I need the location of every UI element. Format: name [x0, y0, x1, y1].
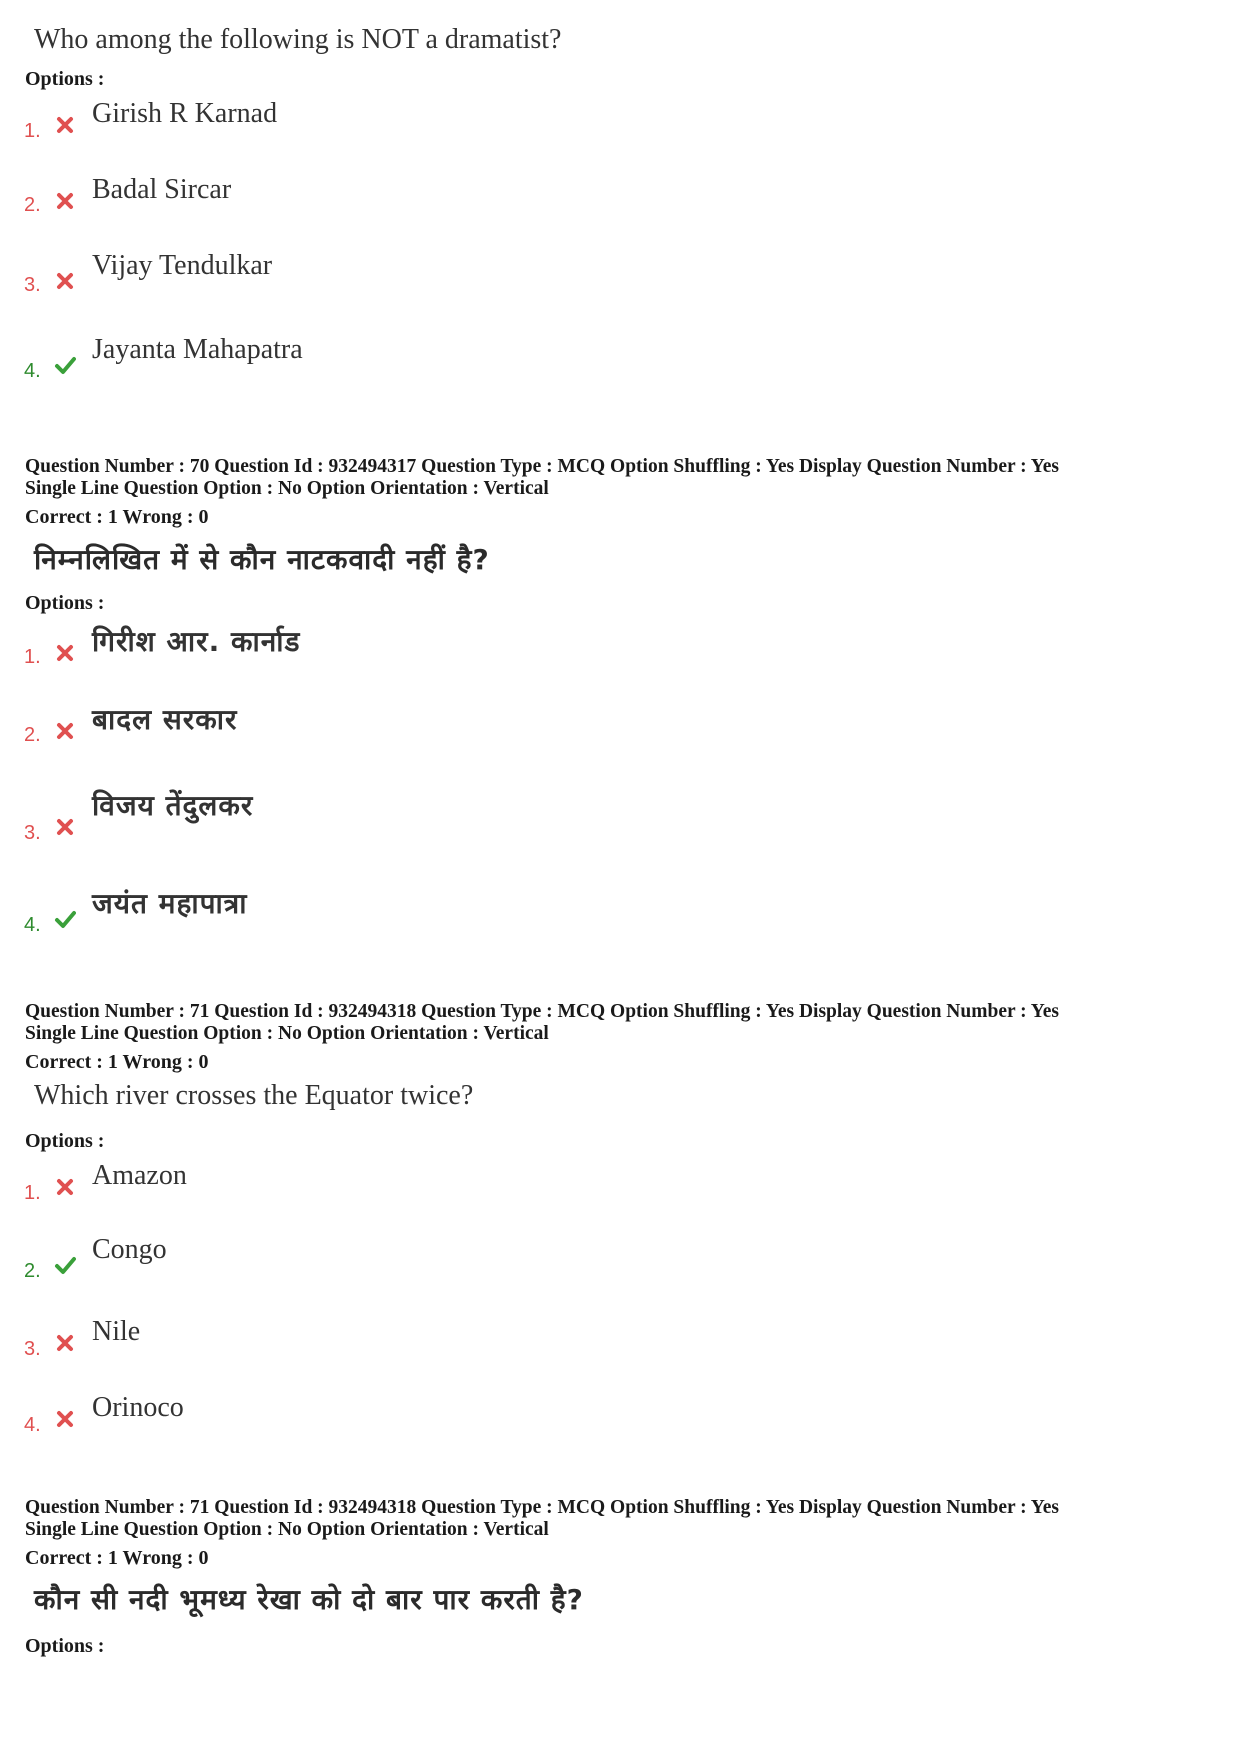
option-text: विजय तेंदुलकर — [92, 789, 254, 822]
question-meta: Single Line Question Option : No Option Orientation : Vertical — [25, 1023, 549, 1044]
option-number: 2. — [24, 1260, 41, 1282]
marks-info: Correct : 1 Wrong : 0 — [25, 1051, 209, 1073]
check-icon — [54, 354, 76, 376]
cross-icon — [54, 190, 76, 212]
question-meta: Question Number : 70 Question Id : 932494317 Question Type : MCQ Option Shuffling : Yes Display Question Number : Yes — [25, 456, 1059, 477]
marks-info: Correct : 1 Wrong : 0 — [25, 1547, 209, 1569]
option-text: Badal Sircar — [92, 174, 232, 205]
cross-icon — [54, 1176, 76, 1198]
option-number: 1. — [24, 120, 41, 142]
option-row — [24, 98, 924, 144]
option-text: Orinoco — [92, 1392, 184, 1423]
option-row — [24, 174, 924, 220]
option-row — [24, 1392, 924, 1438]
cross-icon — [54, 114, 76, 136]
option-number: 3. — [24, 274, 41, 296]
option-number: 3. — [24, 1338, 41, 1360]
question-meta: Single Line Question Option : No Option Orientation : Vertical — [25, 1519, 549, 1540]
option-number: 2. — [24, 194, 41, 216]
cross-icon — [54, 642, 76, 664]
option-number: 1. — [24, 1182, 41, 1204]
marks-info: Correct : 1 Wrong : 0 — [25, 506, 209, 528]
options-label: Options : — [25, 1635, 105, 1657]
option-number: 2. — [24, 724, 41, 746]
option-row — [24, 625, 924, 672]
option-row — [24, 703, 924, 750]
option-text: Girish R Karnad — [92, 98, 278, 129]
option-row — [24, 887, 924, 936]
options-label: Options : — [25, 1130, 105, 1152]
options-label: Options : — [25, 592, 105, 614]
check-icon — [54, 908, 76, 930]
option-text: Vijay Tendulkar — [92, 250, 273, 281]
question-text: निम्नलिखित में से कौन नाटकवादी नहीं है? — [34, 543, 490, 576]
cross-icon — [54, 1408, 76, 1430]
option-text: Amazon — [92, 1160, 187, 1191]
check-icon — [54, 1254, 76, 1276]
question-text: कौन सी नदी भूमध्य रेखा को दो बार पार करती है? — [34, 1583, 584, 1616]
cross-icon — [54, 816, 76, 838]
option-text: Nile — [92, 1316, 141, 1347]
option-row — [24, 250, 924, 296]
option-row — [24, 1234, 924, 1282]
option-text: Congo — [92, 1234, 167, 1265]
option-text: जयंत महापात्रा — [92, 887, 248, 920]
option-number: 3. — [24, 822, 41, 844]
option-row — [24, 1160, 924, 1206]
option-text: गिरीश आर. कार्नाड — [92, 625, 301, 658]
cross-icon — [54, 270, 76, 292]
cross-icon — [54, 720, 76, 742]
option-number: 4. — [24, 1414, 41, 1436]
option-row — [24, 334, 924, 382]
options-label: Options : — [25, 68, 105, 90]
question-meta: Single Line Question Option : No Option Orientation : Vertical — [25, 478, 549, 499]
question-text: Which river crosses the Equator twice? — [34, 1080, 474, 1111]
option-text: Jayanta Mahapatra — [92, 334, 303, 365]
option-row — [24, 789, 924, 844]
option-number: 4. — [24, 360, 41, 382]
option-number: 4. — [24, 914, 41, 936]
option-row — [24, 1316, 924, 1362]
option-number: 1. — [24, 646, 41, 668]
question-meta: Question Number : 71 Question Id : 932494318 Question Type : MCQ Option Shuffling : Yes Display Question Number : Yes — [25, 1001, 1059, 1022]
question-meta: Question Number : 71 Question Id : 932494318 Question Type : MCQ Option Shuffling : Yes Display Question Number : Yes — [25, 1497, 1059, 1518]
cross-icon — [54, 1332, 76, 1354]
question-text: Who among the following is NOT a dramatist? — [34, 24, 562, 55]
option-text: बादल सरकार — [92, 703, 238, 736]
